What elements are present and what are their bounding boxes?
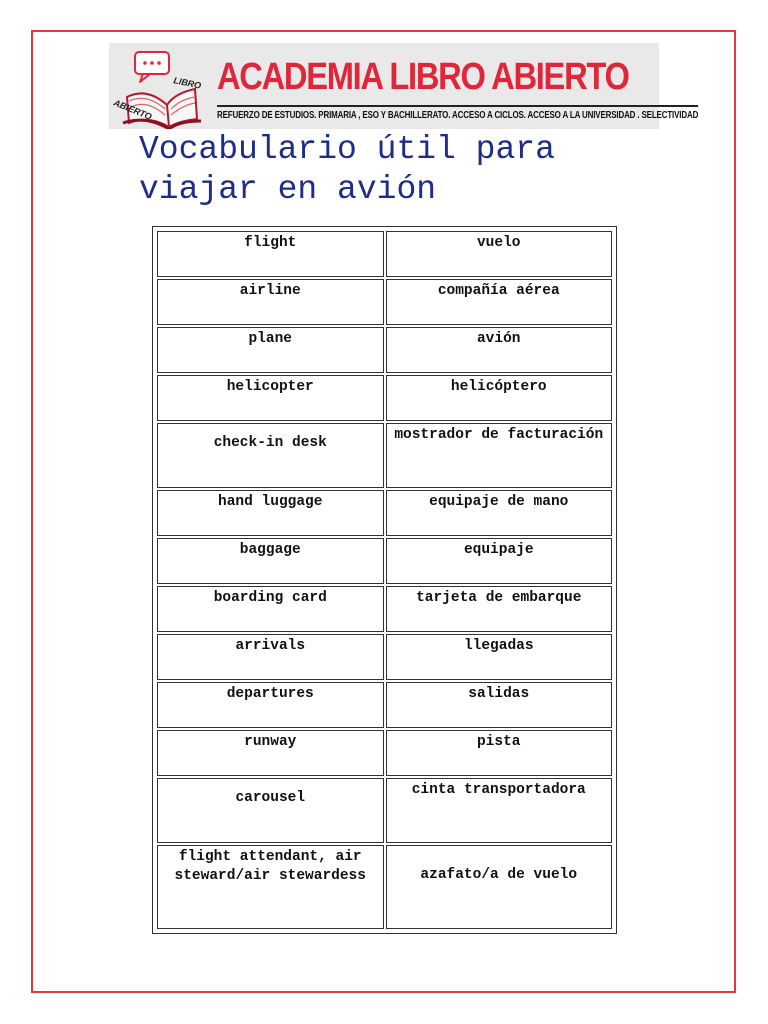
spanish-term: llegadas	[386, 634, 613, 680]
spanish-term: equipaje de mano	[386, 490, 613, 536]
english-term: flight	[157, 231, 384, 277]
english-term: hand luggage	[157, 490, 384, 536]
english-term: boarding card	[157, 586, 384, 632]
english-term: runway	[157, 730, 384, 776]
english-term: airline	[157, 279, 384, 325]
table-row	[157, 682, 612, 728]
english-term: check-in desk	[157, 423, 384, 488]
spanish-term: azafato/a de vuelo	[386, 845, 613, 929]
table-row	[157, 538, 612, 584]
english-term: carousel	[157, 778, 384, 843]
logo-word-libro: LIBRO	[172, 75, 203, 91]
english-term: baggage	[157, 538, 384, 584]
table-row	[157, 279, 612, 325]
table-row	[157, 490, 612, 536]
spanish-term: mostrador de facturación	[386, 423, 613, 488]
table-row	[157, 327, 612, 373]
table-row	[157, 778, 612, 843]
table-row	[157, 845, 612, 929]
spanish-term: equipaje	[386, 538, 613, 584]
table-row	[157, 730, 612, 776]
header-banner	[109, 43, 699, 129]
spanish-term: tarjeta de embarque	[386, 586, 613, 632]
table-row	[157, 634, 612, 680]
english-term: plane	[157, 327, 384, 373]
page-title	[139, 130, 555, 210]
english-term: departures	[157, 682, 384, 728]
table-row	[157, 375, 612, 421]
open-book-logo-icon	[109, 49, 217, 129]
spanish-term: pista	[386, 730, 613, 776]
spanish-term: avión	[386, 327, 613, 373]
spanish-term: compañía aérea	[386, 279, 613, 325]
logo-word-abierto: ABIERTO	[112, 97, 154, 122]
spanish-term: salidas	[386, 682, 613, 728]
table-row	[157, 423, 612, 488]
title-line-2: viajar en avión	[139, 171, 437, 208]
table-row	[157, 586, 612, 632]
spanish-term: helicóptero	[386, 375, 613, 421]
title-line-1: Vocabulario útil para	[139, 131, 555, 168]
english-term: helicopter	[157, 375, 384, 421]
brand-name: ACADEMIA LIBRO ABIERTO	[217, 56, 629, 98]
spanish-term: cinta transportadora	[386, 778, 613, 843]
table-row	[157, 231, 612, 277]
vocabulary-table	[152, 226, 617, 934]
spanish-term: vuelo	[386, 231, 613, 277]
english-term: arrivals	[157, 634, 384, 680]
brand-tagline: REFUERZO DE ESTUDIOS. PRIMARIA , ESO Y BACHILLERATO. ACCESO A CICLOS. ACCESO A LA UNIVERSIDAD . SELECTIVIDAD	[217, 105, 698, 121]
english-term: flight attendant, air steward/air stewardess	[157, 845, 384, 929]
